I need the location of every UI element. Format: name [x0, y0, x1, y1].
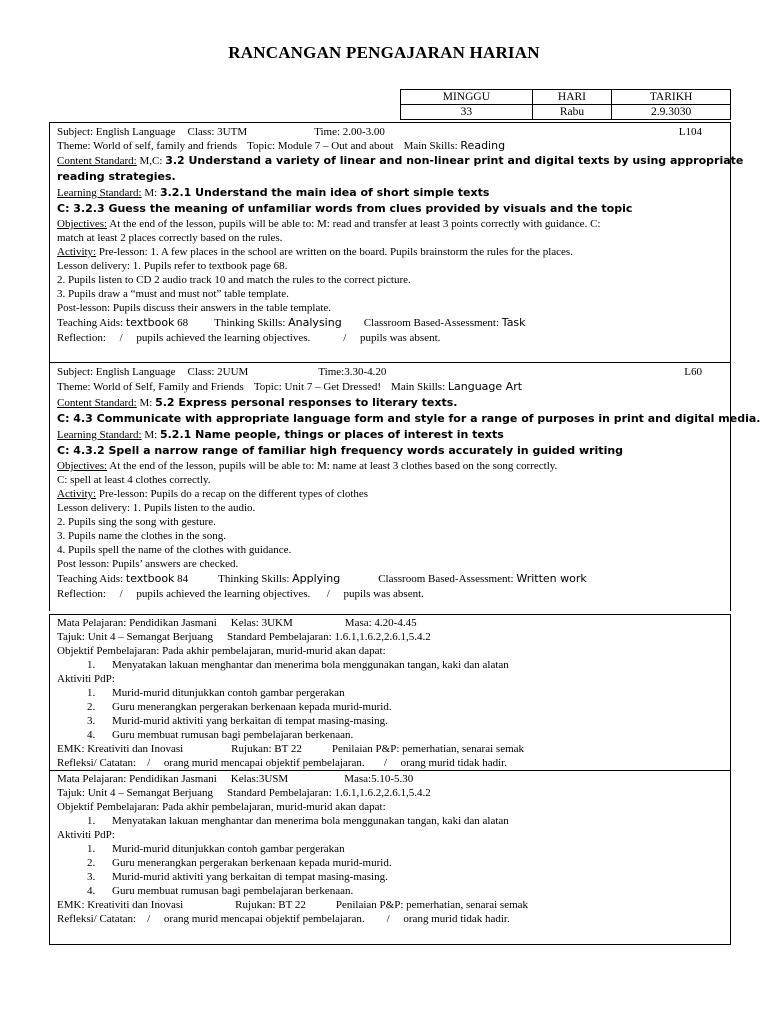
objectives-line [57, 217, 730, 231]
cs-prefix: M,C: [136, 155, 166, 167]
objektif-item-text: Menyatakan lakuan menghantar dan menerima bola menggunakan tangan, kaki dan alatan [112, 815, 509, 827]
room: L60 [684, 366, 702, 378]
activity-label: Activity: [57, 488, 97, 500]
subject-line [57, 773, 730, 787]
time: Time: 2.00-3.00 [314, 126, 385, 138]
learning-standard-line [57, 427, 730, 443]
emk-line [57, 899, 730, 913]
aktiviti-item-text: Murid-murid aktiviti yang berkaitan di tempat masing-masing. [112, 871, 388, 883]
aktiviti-item: 2. Guru menerangkan pergerakan berkenaan kepada murid-murid. [87, 701, 392, 713]
class: Kelas:3USM [230, 773, 289, 785]
aktiviti-item: 4. Guru membuat rumusan bagi pembelajaran berkenaan. [87, 885, 354, 897]
lesson-plan-english-3utm [49, 122, 744, 366]
lesson-plan-pj-3usm [49, 770, 731, 945]
objectives-text-2: C: spell at least 4 clothes correctly. [57, 474, 211, 486]
teaching-aids-label: Teaching Aids: [57, 317, 124, 329]
page-title: RANCANGAN PENGAJARAN HARIAN [228, 43, 540, 62]
aktiviti-item: 3. Murid-murid aktiviti yang berkaitan di tempat masing-masing. [87, 871, 388, 883]
aktiviti-item: 3. Murid-murid aktiviti yang berkaitan di tempat masing-masing. [87, 715, 388, 727]
objektif: Objektif Pembelajaran: Pada akhir pembelajaran, murid-murid akan dapat: [57, 645, 386, 657]
tajuk: Tajuk: Unit 4 – Semangat Berjuang [57, 631, 213, 643]
aktiviti-item: 1. Murid-murid ditunjukkan contoh gambar pergerakan [87, 687, 345, 699]
aktiviti-item-text: Murid-murid aktiviti yang berkaitan di tempat masing-masing. [112, 715, 388, 727]
reflection: Reflection: / pupils achieved the learning objectives. / pupils was absent. [57, 588, 424, 600]
content-standard-m: 5.2 Express personal responses to literary texts. [155, 396, 458, 409]
aktiviti-item-text: Guru membuat rumusan bagi pembelajaran berkenaan. [112, 885, 354, 897]
time: Masa: 4.20-4.45 [344, 617, 417, 629]
lesson-plan-english-2uum [49, 362, 761, 611]
subject: Mata Pelajaran: Pendidikan Jasmani [57, 617, 217, 629]
rujukan: Rujukan: BT 22 [231, 743, 302, 755]
activity-line [57, 245, 730, 259]
content-standard-text-2: reading strategies. [57, 170, 176, 183]
tajuk: Tajuk: Unit 4 – Semangat Berjuang [57, 787, 213, 799]
subject: Subject: English Language [57, 126, 176, 138]
class: Kelas: 3UKM [230, 617, 293, 629]
activity-label: Activity: [57, 246, 97, 258]
topic: Topic: Module 7 – Out and about [247, 140, 394, 152]
content-standard-line-2 [57, 169, 730, 185]
value-date: 2.9.3030 [612, 105, 731, 120]
subject: Subject: English Language [57, 366, 176, 378]
teaching-aids-label: Teaching Aids: [57, 573, 124, 585]
learning-standard-c-line [57, 443, 730, 459]
objectives-line [57, 459, 730, 473]
emk: EMK: Kreativiti dan Inovasi [57, 743, 184, 755]
subject-line [57, 617, 730, 631]
aktiviti-item: 2. Guru menerangkan pergerakan berkenaan kepada murid-murid. [87, 857, 392, 869]
post-lesson: Post lesson: Pupils’ answers are checked. [57, 558, 239, 570]
aktiviti-item-text: Guru membuat rumusan bagi pembelajaran berkenaan. [112, 729, 354, 741]
week-day-date-table [400, 89, 731, 120]
post-lesson: Post-lesson: Pupils discuss their answers in the table template. [57, 302, 332, 314]
ls-prefix: M: [141, 187, 160, 199]
aktiviti-item-text: Guru menerangkan pergerakan berkenaan kepada murid-murid. [112, 701, 392, 713]
standard-pembelajaran: Standard Pembelajaran: 1.6.1,1.6.2,2.6.1,5.4.2 [226, 631, 431, 643]
objektif-item: 1. Menyatakan lakuan menghantar dan menerima bola menggunakan tangan, kaki dan alatan [87, 659, 509, 671]
reflection: Reflection: / pupils achieved the learning objectives. / pupils was absent. [57, 332, 441, 344]
room: L104 [678, 126, 702, 138]
teaching-aids-line [57, 571, 730, 587]
value-week: 33 [401, 105, 533, 120]
header-day: HARI [532, 90, 611, 105]
learning-standard-label: Learning Standard: [57, 429, 142, 441]
learning-standard-c: C: 4.3.2 Spell a narrow range of familiar high frequency words accurately in guided writing [57, 444, 624, 457]
time: Masa:5.10-5.30 [344, 773, 414, 785]
teaching-aids-line [57, 315, 730, 331]
objektif-item-text: Menyatakan lakuan menghantar dan menerima bola menggunakan tangan, kaki dan alatan [112, 659, 509, 671]
tajuk-line [57, 787, 730, 801]
subject-line [57, 365, 730, 379]
refleksi: Refleksi/ Catatan: / orang murid mencapai objektif pembelajaran. / orang murid tidak hadir. [57, 757, 507, 769]
teaching-aids: textbook [125, 316, 175, 329]
subject-line [57, 125, 730, 139]
objectives-label: Objectives: [57, 218, 108, 230]
aktiviti-item: 4. Guru membuat rumusan bagi pembelajaran berkenaan. [87, 729, 354, 741]
main-skills: Language Art [447, 380, 523, 393]
learning-standard-label: Learning Standard: [57, 187, 142, 199]
refleksi: Refleksi/ Catatan: / orang murid mencapai objektif pembelajaran. / orang murid tidak hadir. [57, 913, 510, 925]
subject: Mata Pelajaran: Pendidikan Jasmani [57, 773, 217, 785]
objectives-label: Objectives: [57, 460, 108, 472]
learning-standard-m: 3.2.1 Understand the main idea of short simple texts [159, 186, 490, 199]
learning-standard-c-line [57, 201, 730, 217]
learning-standard-line [57, 185, 730, 201]
penilaian: Penilaian P&P: pemerhatian, senarai semak [331, 743, 525, 755]
ls-prefix: M: [141, 429, 160, 441]
content-standard-label: Content Standard: [57, 397, 137, 409]
theme-line [57, 379, 730, 395]
cs-prefix: M: [136, 397, 156, 409]
lesson-plan-pj-3ukm [49, 614, 731, 770]
learning-standard-m: 5.2.1 Name people, things or places of interest in texts [159, 428, 504, 441]
assessment: Task [501, 316, 526, 329]
lesson-step: Lesson delivery: 1. Pupils refer to textbook page 68. [57, 260, 288, 272]
content-standard-c: C: 4.3 Communicate with appropriate language form and style for a range of purposes in print and digital media. [57, 412, 761, 425]
content-standard-text: 3.2 Understand a variety of linear and non-linear print and digital texts by using appropriate [165, 154, 744, 167]
objektif-item: 1. Menyatakan lakuan menghantar dan menerima bola menggunakan tangan, kaki dan alatan [87, 815, 509, 827]
lesson-step: 3. Pupils draw a “must and must not” table template. [57, 288, 289, 300]
time: Time:3.30-4.20 [318, 366, 387, 378]
activity-text: Pre-lesson: Pupils do a recap on the different types of clothes [96, 488, 369, 500]
class: Class: 2UUM [187, 366, 249, 378]
teaching-aids-page: 84 [174, 573, 189, 585]
thinking-skills-label: Thinking Skills: [214, 317, 286, 329]
objectives-text: At the end of the lesson, pupils will be able to: M: read and transfer at least 3 points correctly with guidance. C: [107, 218, 601, 230]
teaching-aids: textbook [125, 572, 175, 585]
objectives-line-2 [57, 231, 730, 245]
thinking-skills-label: Thinking Skills: [218, 573, 290, 585]
header-week: MINGGU [401, 90, 533, 105]
content-standard-c-line [57, 411, 761, 427]
objectives-text: At the end of the lesson, pupils will be able to: M: name at least 3 clothes based on the song correctly. [107, 460, 558, 472]
content-standard-label: Content Standard: [57, 155, 137, 167]
activity-line [57, 487, 730, 501]
penilaian: Penilaian P&P: pemerhatian, senarai semak [335, 899, 529, 911]
thinking-skills: Analysing [288, 316, 342, 329]
content-standard-line [57, 153, 744, 169]
topic: Topic: Unit 7 – Get Dressed! [253, 381, 382, 393]
emk: EMK: Kreativiti dan Inovasi [57, 899, 184, 911]
aktiviti-label: Aktiviti PdP: [57, 673, 115, 685]
lesson-step: Lesson delivery: 1. Pupils listen to the audio. [57, 502, 256, 514]
objectives-text-2: match at least 2 places correctly based on the rules. [57, 232, 283, 244]
theme: Theme: World of self, family and friends [57, 140, 238, 152]
assessment-label: Classroom Based-Assessment: [378, 573, 514, 585]
assessment-label: Classroom Based-Assessment: [363, 317, 500, 329]
aktiviti-item-text: Murid-murid ditunjukkan contoh gambar pergerakan [112, 843, 345, 855]
main-skills: Reading [460, 139, 506, 152]
objektif: Objektif Pembelajaran: Pada akhir pembelajaran, murid-murid akan dapat: [57, 801, 386, 813]
emk-line [57, 743, 730, 757]
value-day: Rabu [532, 105, 611, 120]
lesson-step: 3. Pupils name the clothes in the song. [57, 530, 226, 542]
aktiviti-item-text: Guru menerangkan pergerakan berkenaan kepada murid-murid. [112, 857, 392, 869]
objectives-line-2 [57, 473, 730, 487]
lesson-step: 2. Pupils sing the song with gesture. [57, 516, 216, 528]
aktiviti-item: 1. Murid-murid ditunjukkan contoh gambar pergerakan [87, 843, 345, 855]
lesson-step: 4. Pupils spell the name of the clothes with guidance. [57, 544, 292, 556]
header-date: TARIKH [612, 90, 731, 105]
lesson-step: 2. Pupils listen to CD 2 audio track 10 and match the rules to the correct picture. [57, 274, 411, 286]
thinking-skills: Applying [292, 572, 341, 585]
rujukan: Rujukan: BT 22 [235, 899, 306, 911]
main-skills-label: Main Skills: [403, 140, 458, 152]
teaching-aids-page: 68 [174, 317, 189, 329]
assessment: Written work [516, 572, 587, 585]
theme: Theme: World of Self, Family and Friends [57, 381, 244, 393]
learning-standard-c: C: 3.2.3 Guess the meaning of unfamiliar words from clues provided by visuals and the topic [57, 202, 633, 215]
aktiviti-item-text: Murid-murid ditunjukkan contoh gambar pergerakan [112, 687, 345, 699]
content-standard-line [57, 395, 730, 411]
aktiviti-label: Aktiviti PdP: [57, 829, 115, 841]
main-skills-label: Main Skills: [391, 381, 446, 393]
theme-line [57, 139, 730, 153]
class: Class: 3UTM [187, 126, 248, 138]
activity-text: Pre-lesson: 1. A few places in the school are written on the board. Pupils brainstorm the rules for the places. [96, 246, 573, 258]
standard-pembelajaran: Standard Pembelajaran: 1.6.1,1.6.2,2.6.1,5.4.2 [226, 787, 431, 799]
tajuk-line [57, 631, 730, 645]
